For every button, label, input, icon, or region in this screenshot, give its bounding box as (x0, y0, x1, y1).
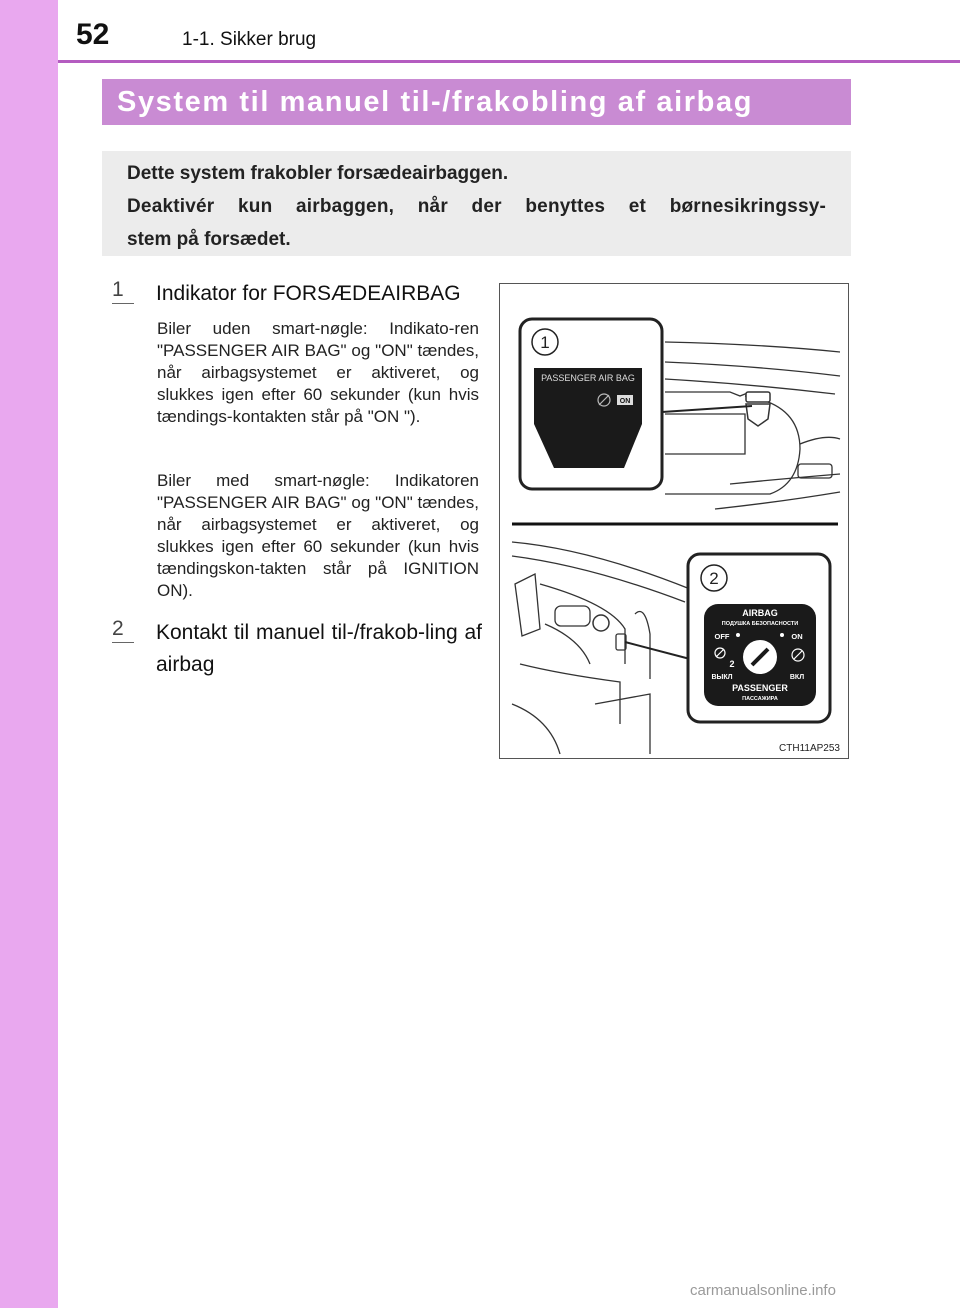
intro-line-3: stem på forsædet. (127, 229, 291, 250)
page-title: System til manuel til-/frakobling af airbag (117, 85, 754, 118)
list-item-1 (112, 278, 484, 318)
page-number: 52 (76, 18, 110, 51)
switch-passenger-ru-label: ПАССАЖИРА (742, 696, 778, 702)
intro-line-2: Deaktivér kun airbaggen, når der benyttes et børnesikringssy- (127, 196, 826, 217)
illustration-drawing (500, 284, 850, 760)
list-item-2 (112, 617, 484, 687)
item-number-2: 2 (112, 617, 138, 643)
switch-title: AIRBAG (742, 608, 778, 618)
callout-1-leader (662, 406, 752, 412)
item-number-1: 1 (112, 278, 138, 304)
dashboard-top-lines (665, 342, 840, 509)
dash-indicator-unit (746, 392, 770, 426)
indicator-on-text: ON (619, 398, 631, 405)
dash-knob (593, 615, 609, 631)
intro-line-1: Dette system frakobler forsædeairbaggen. (127, 163, 509, 184)
callout-1-number: 1 (540, 333, 550, 352)
glovebox-area-lines (512, 542, 690, 754)
switch-on-label: ON (791, 632, 803, 641)
watermark-text: carmanualsonline.info (690, 1282, 836, 1299)
switch-on-ru-label: ВКЛ (789, 674, 805, 681)
switch-title-ru: ПОДУШКА БЕЗОПАСНОСТИ (721, 621, 799, 627)
indicator-label: PASSENGER AIR BAG (541, 373, 635, 383)
item-heading-1: Indikator for FORSÆDEAIRBAG (156, 282, 461, 305)
switch-small-number: 2 (729, 659, 735, 669)
indicator-panel (534, 368, 642, 468)
switch-off-label: OFF (714, 632, 730, 641)
side-tab-strip (0, 0, 58, 1308)
airbag-illustration (499, 283, 849, 759)
body-paragraph-2: Biler med smart-nøgle: Indikatoren "PASSENGER AIR BAG" og "ON" tændes, når airbagsystemet er aktiveret, og slukkes igen efter 60 sekunder (kun hvis tændingskon-takten står på IGNITION ON). (157, 471, 479, 600)
callout-2-number: 2 (709, 569, 719, 588)
intro-box (102, 151, 851, 256)
callout-2-leader (625, 642, 690, 659)
section-name: 1-1. Sikker brug (182, 29, 317, 50)
switch-off-ru-label: ВЫКЛ (711, 674, 733, 681)
item-heading-2: Kontakt til manuel til-/frakob-ling af airbag (156, 621, 482, 676)
title-bar (102, 79, 851, 125)
switch-passenger-label: PASSENGER (732, 683, 788, 693)
body-paragraph-1: Biler uden smart-nøgle: Indikato-ren "PASSENGER AIR BAG" og "ON" tændes, når airbagsystemet er aktiveret, og slukkes igen efter 60 sekunder (kun hvis tændings-kontakten står på "ON "). (157, 319, 479, 426)
header-rule (58, 60, 960, 63)
figure-code: CTH11AP253 (779, 743, 840, 754)
